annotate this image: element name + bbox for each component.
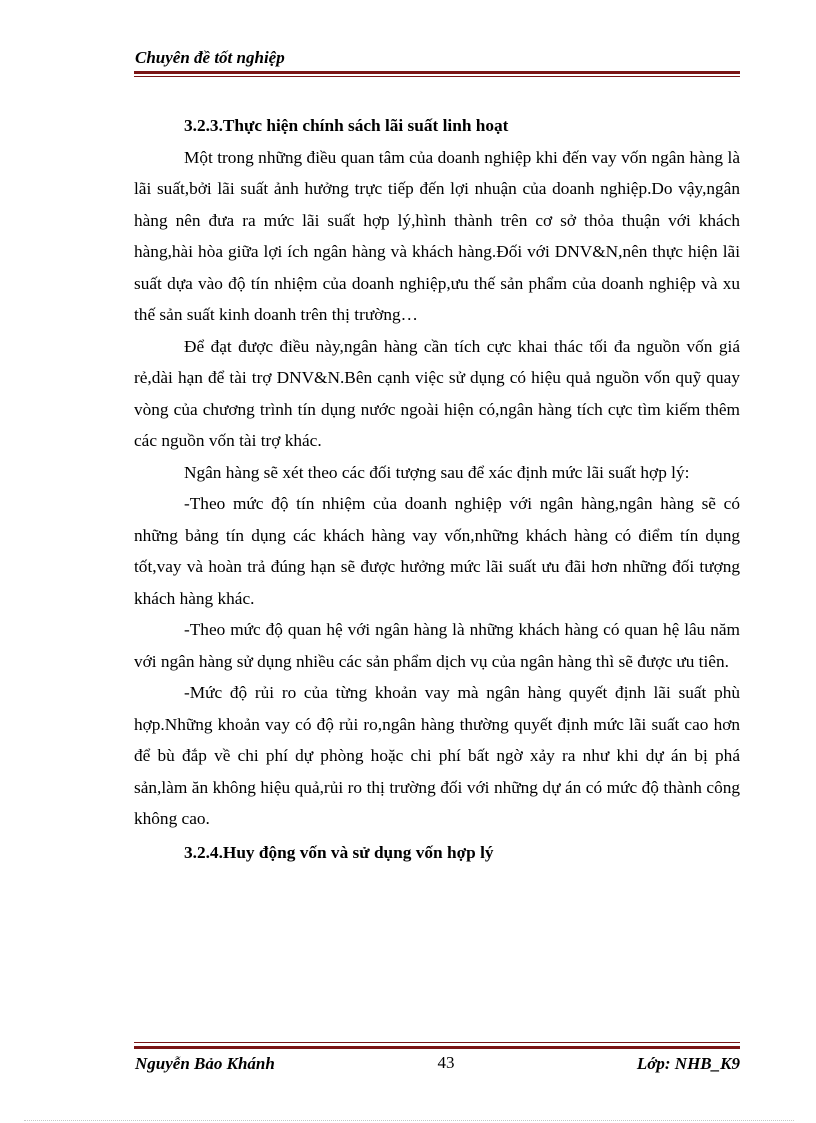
paragraph: -Mức độ rủi ro của từng khoản vay mà ngân hàng quyết định lãi suất phù hợp.Những khoản vay có độ rủi ro,ngân hàng thường quyết định mức lãi suất cao hơn để bù đắp về chi phí dự phòng hoặc chi phí bất ngờ xảy ra như khi dự án bị phá sản,làm ăn không hiệu quả,rủi ro thị trường đối với những dự án có mức độ thành công không cao. <box>134 683 740 828</box>
section-heading-3-2-3: 3.2.3.Thực hiện chính sách lãi suất linh hoạt <box>184 116 509 135</box>
document-body <box>134 110 740 868</box>
footer-author: Nguyễn Bảo Khánh <box>135 1054 275 1073</box>
page-number: 43 <box>437 1053 455 1072</box>
header-rule-thin <box>134 76 740 77</box>
paragraph: Một trong những điều quan tâm của doanh nghiệp khi đến vay vốn ngân hàng là lãi suất,bởi lãi suất ảnh hưởng trực tiếp đến lợi nhuận của doanh nghiệp.Do vậy,ngân hàng nên đưa ra mức lãi suất hợp lý,hình thành trên cơ sở thỏa thuận với khách hàng,hài hòa giữa lợi ích ngân hàng và khách hàng.Đối với DNV&N,nên thực hiện lãi suất dựa vào độ tín nhiệm của doanh nghiệp,ưu thế sản phẩm của doanh nghiệp và xu thế sản suất kinh doanh trên thị trường… <box>134 147 740 324</box>
page-edge-divider <box>24 1120 794 1121</box>
paragraph: Để đạt được điều này,ngân hàng cần tích cực khai thác tối đa nguồn vốn giá rẻ,dài hạn để tài trợ DNV&N.Bên cạnh việc sử dụng có hiệu quả nguồn vốn quỹ quay vòng của chương trình tín dụng nước ngoài hiện có,ngân hàng tích cực tìm kiếm thêm các nguồn vốn tài trợ khác. <box>134 336 740 450</box>
footer-rule-thick <box>134 1046 740 1049</box>
header-title: Chuyên đề tốt nghiệp <box>135 48 285 67</box>
section-heading-3-2-4: 3.2.4.Huy động vốn và sử dụng vốn hợp lý <box>184 842 494 862</box>
paragraph: -Theo mức độ tín nhiệm của doanh nghiệp với ngân hàng,ngân hàng sẽ có những bảng tín dụng các khách hàng vay vốn,những khách hàng có điểm tín dụng tốt,vay và hoàn trả đúng hạn sẽ được hưởng mức lãi suất ưu đãi hơn những đối tượng khách hàng khác. <box>134 494 740 608</box>
footer-class: Lớp: NHB_K9 <box>636 1054 740 1073</box>
header-rule-thick <box>134 71 740 74</box>
paragraph: -Theo mức độ quan hệ với ngân hàng là những khách hàng có quan hệ lâu năm với ngân hàng sử dụng nhiều các sản phẩm dịch vụ của ngân hàng thì sẽ được ưu tiên. <box>134 620 740 671</box>
footer-rule-thin <box>134 1042 740 1043</box>
paragraph: Ngân hàng sẽ xét theo các đối tượng sau để xác định mức lãi suất hợp lý: <box>184 462 690 482</box>
